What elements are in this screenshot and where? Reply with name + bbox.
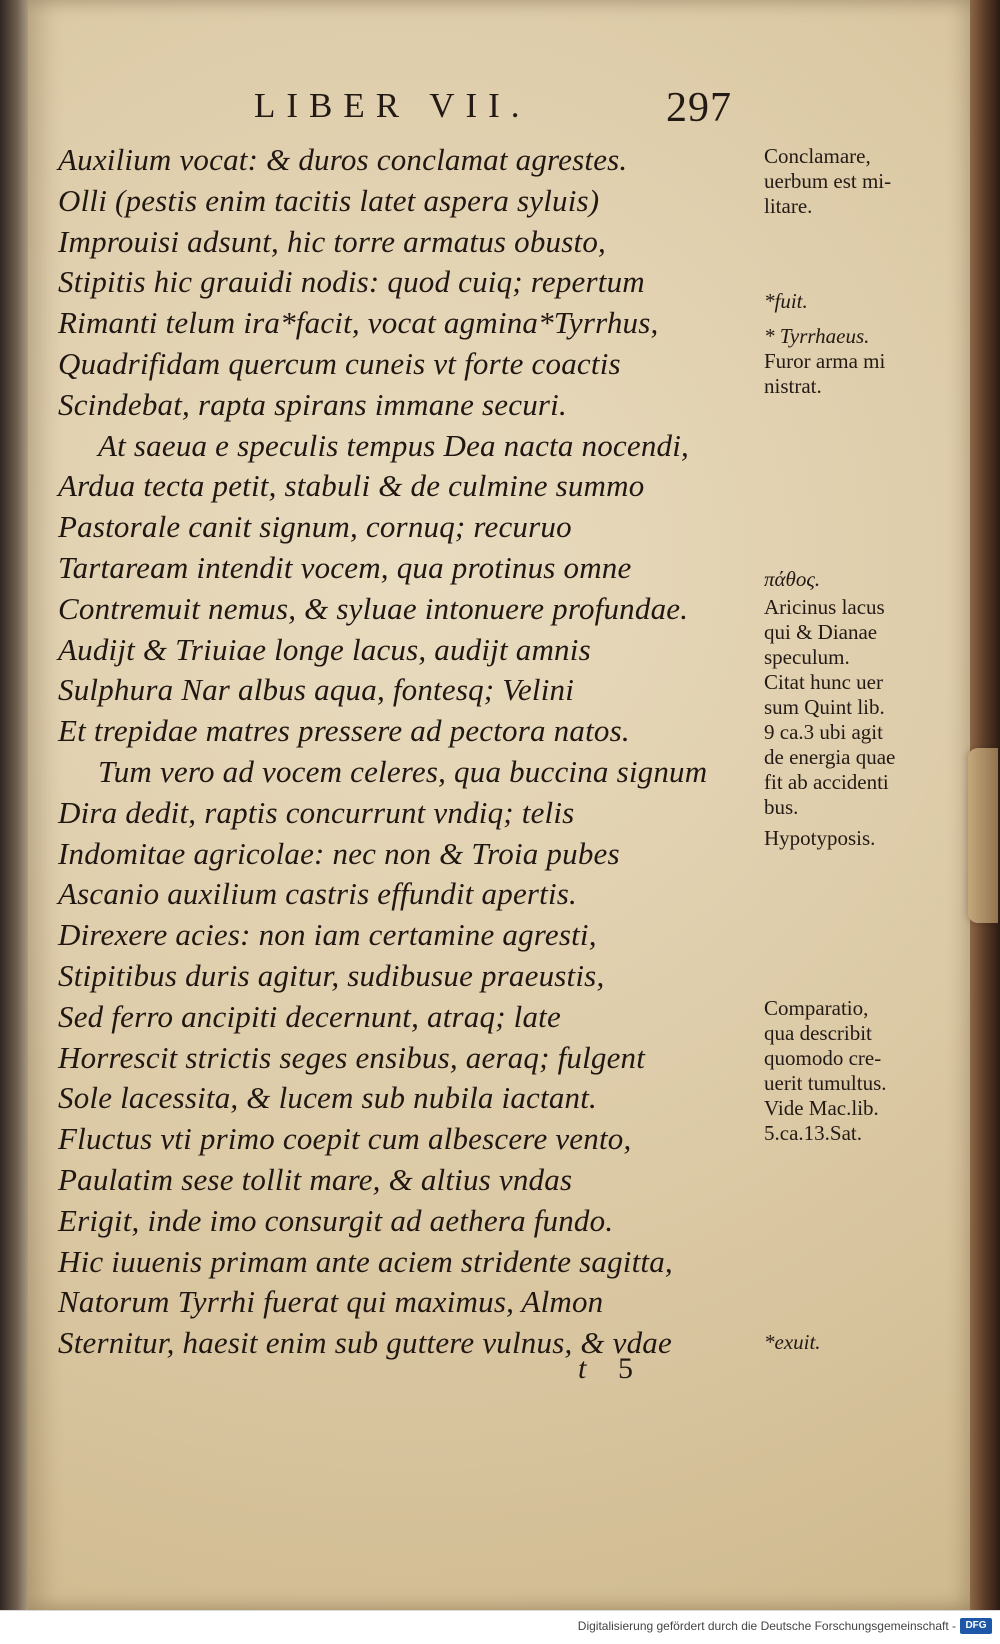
verse-line: Paulatim sese tollit mare, & altius vndas: [58, 1162, 573, 1197]
verse-line: Contremuit nemus, & syluae intonuere profundae.: [58, 591, 689, 626]
margin-note-line: fit ab accidenti: [764, 770, 889, 794]
verse-line: Natorum Tyrrhi fuerat qui maximus, Almon: [58, 1284, 604, 1319]
dfg-badge-label: DFG: [965, 1620, 987, 1631]
page-header: [254, 86, 754, 138]
verse-line: Sed ferro ancipiti decernunt, atraq; late: [58, 999, 561, 1034]
margin-note-line: 9 ca.3 ubi agit: [764, 720, 883, 744]
verse-line: Scindebat, rapta spirans immane securi.: [58, 387, 567, 422]
margin-notes: [764, 140, 954, 1390]
margin-note-line: Hypotyposis.: [764, 826, 876, 850]
verse-line: Et trepidae matres pressere ad pectora natos.: [58, 713, 630, 748]
verse-line: Tartaream intendit vocem, qua protinus omne: [58, 550, 632, 585]
margin-note-conclamare: [764, 144, 954, 219]
page-number: 297: [666, 85, 732, 131]
main-text-column: [58, 140, 758, 1380]
margin-note-line: πάθος.: [764, 567, 821, 591]
funding-caption: Digitalisierung gefördert durch die Deutsche Forschungsgemeinschaft -: [577, 1619, 956, 1633]
catchword: 5: [618, 1352, 633, 1385]
margin-note-aricinus: [764, 595, 954, 820]
margin-note-line: sum Quint lib.: [764, 695, 885, 719]
margin-note-tyrrhaeus: [764, 324, 954, 399]
margin-note-line: quomodo cre-: [764, 1046, 882, 1070]
margin-note-line: qua describit: [764, 1021, 872, 1045]
margin-note-line: bus.: [764, 795, 799, 819]
margin-note-line: *fuit.: [764, 289, 808, 313]
margin-note-pathos: [764, 567, 954, 592]
margin-note-line: uerbum est mi-: [764, 169, 892, 193]
verse-line: Dira dedit, raptis concurrunt vndiq; telis: [58, 795, 575, 830]
margin-note-line: Furor arma mi: [764, 349, 886, 373]
margin-note-exuit: [764, 1330, 954, 1355]
margin-note-line: uerit tumultus.: [764, 1071, 887, 1095]
book-page: [28, 0, 970, 1610]
margin-note-line: de energia quae: [764, 745, 896, 769]
verse-line: Sole lacessita, & lucem sub nubila iactant.: [58, 1080, 597, 1115]
margin-note-line: speculum.: [764, 645, 850, 669]
verse-line: Rimanti telum ira*facit, vocat agmina*Tyrrhus,: [58, 305, 659, 340]
verse-line: Erigit, inde imo consurgit ad aethera fundo.: [58, 1203, 614, 1238]
verse-line: Pastorale canit signum, cornuq; recuruo: [58, 509, 572, 544]
margin-note-line: Aricinus lacus: [764, 595, 885, 619]
verse-line: Ascanio auxilium castris effundit apertis.: [58, 876, 578, 911]
page-tab: [968, 748, 998, 923]
verse-line: Hic iuuenis primam ante aciem stridente sagitta,: [58, 1244, 673, 1279]
verse-line: Direxere acies: non iam certamine agresti,: [58, 917, 597, 952]
verse-line: Quadrifidam quercum cuneis vt forte coactis: [58, 346, 621, 381]
margin-note-line: * Tyrrhaeus.: [764, 324, 870, 348]
verse-line: Horrescit strictis seges ensibus, aeraq; fulgent: [58, 1040, 646, 1075]
margin-note-line: nistrat.: [764, 374, 822, 398]
verse-line: Improuisi adsunt, hic torre armatus obusto,: [58, 224, 606, 259]
verse-line: Indomitae agricolae: nec non & Troia pubes: [58, 836, 620, 871]
margin-note-line: Citat hunc uer: [764, 670, 883, 694]
margin-note-line: 5.ca.13.Sat.: [764, 1121, 862, 1145]
verse-line: Auxilium vocat: & duros conclamat agrestes.: [58, 142, 628, 177]
margin-note-line: *exuit.: [764, 1330, 821, 1354]
page-footer: [578, 1352, 668, 1392]
viewer-bottom-bar: [0, 1610, 1000, 1644]
margin-note-line: qui & Dianae: [764, 620, 878, 644]
verse-line: Sternitur, haesit enim sub guttere vulnus, & vdae: [58, 1325, 672, 1360]
verse-line: Stipitis hic grauidi nodis: quod cuiq; repertum: [58, 264, 645, 299]
margin-note-comparatio: [764, 996, 954, 1146]
verse-line: Olli (pestis enim tacitis latet aspera syluis): [58, 183, 600, 218]
margin-note-line: Conclamare,: [764, 144, 871, 168]
running-head: LIBER VII.: [254, 86, 531, 125]
verse-line: Fluctus vti primo coepit cum albescere vento,: [58, 1121, 632, 1156]
margin-note-line: Comparatio,: [764, 996, 869, 1020]
verse-line: Stipitibus duris agitur, sudibusue praeustis,: [58, 958, 605, 993]
verse-line: Sulphura Nar albus aqua, fontesq; Velini: [58, 672, 575, 707]
verse-line: Ardua tecta petit, stabuli & de culmine summo: [58, 468, 645, 503]
margin-note-hypotyposis: [764, 826, 954, 851]
verse-line: At saeua e speculis tempus Dea nacta nocendi,: [98, 428, 689, 463]
signature-mark: t: [578, 1352, 587, 1385]
margin-note-fuit: [764, 289, 954, 314]
margin-note-line: litare.: [764, 194, 813, 218]
dfg-badge: [960, 1618, 992, 1634]
verse-line: Audijt & Triuiae longe lacus, audijt amnis: [58, 632, 591, 667]
verse-line: Tum vero ad vocem celeres, qua buccina signum: [98, 754, 708, 789]
margin-note-line: Vide Mac.lib.: [764, 1096, 879, 1120]
